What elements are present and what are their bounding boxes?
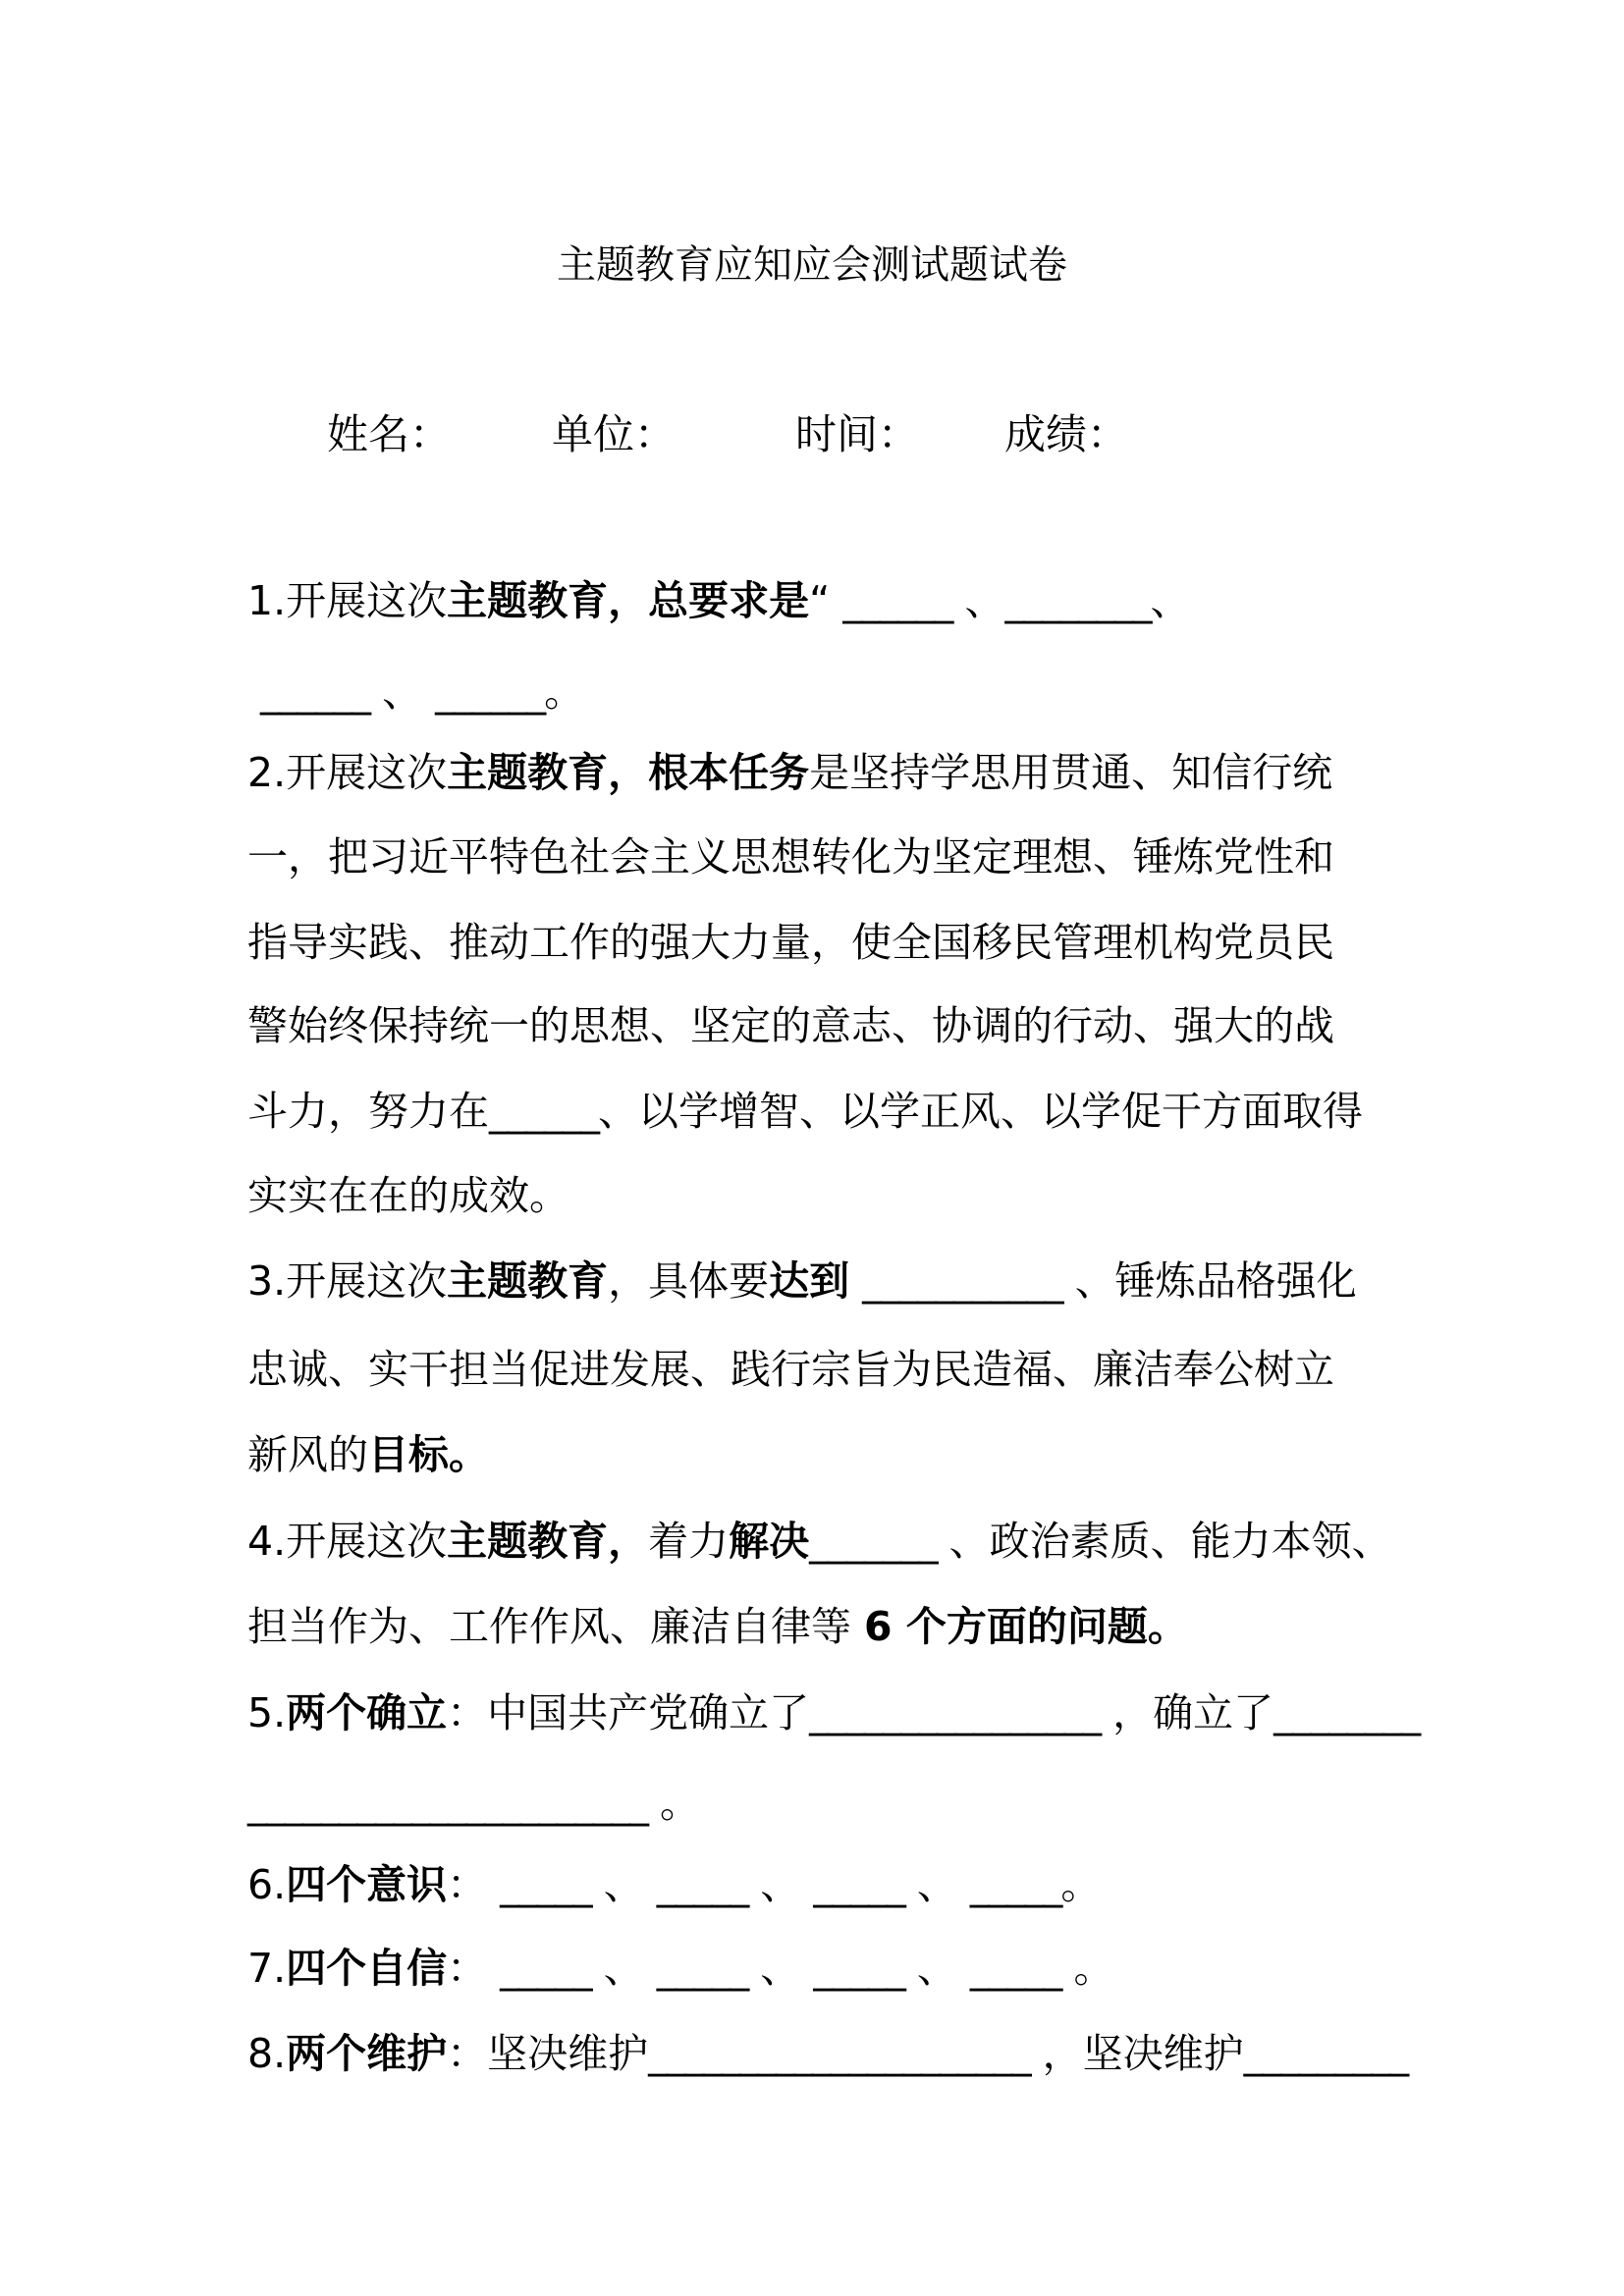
bold-text: 两个维护: [286, 2030, 448, 2077]
text-segment: 、政治素质、能力本领、: [936, 1518, 1392, 1565]
score-label: 成绩：: [1004, 410, 1129, 458]
text-segment: 5.: [247, 1689, 287, 1736]
text-segment: 、以学增智、以学正风、以学促干方面取得: [598, 1088, 1363, 1135]
text-segment: 指导实践、推动工作的强大力量，使全国移民管理机构党员民: [247, 919, 1334, 966]
text-segment: ：: [447, 1945, 501, 1992]
answer-blank[interactable]: _____: [813, 1945, 904, 1992]
answer-blank[interactable]: ______: [435, 668, 545, 716]
text-segment: 是坚持学思用贯通、知信行统: [809, 749, 1333, 796]
bold-text: 主题教育，: [447, 1518, 649, 1565]
answer-blank[interactable]: ______: [489, 1088, 598, 1135]
text-line: [247, 1512, 1392, 1571]
text-line: [247, 996, 1334, 1055]
text-segment: 。: [1060, 1861, 1102, 1908]
text-line: [247, 1939, 1113, 1998]
text-line: [247, 1774, 700, 1833]
text-segment: 、: [747, 1861, 814, 1908]
bold-text: 四个自信: [286, 1945, 448, 1992]
text-segment: 担当作为、工作作风、廉洁自律等: [247, 1603, 865, 1650]
text-segment: 7.: [247, 1945, 287, 1992]
answer-blank[interactable]: _____: [813, 1861, 904, 1908]
answer-blank[interactable]: ______: [260, 668, 370, 716]
text-line: [247, 1082, 1363, 1141]
answer-blank[interactable]: ___________: [862, 1257, 1062, 1305]
text-line: [247, 743, 1332, 802]
text-segment: 、: [747, 1945, 814, 1992]
bold-text: 两个确立: [286, 1689, 448, 1736]
text-line: [247, 663, 584, 721]
text-segment: 一，把习近平特色社会主义思想转化为坚定理想、锤炼党性和: [247, 833, 1334, 881]
text-segment: 、: [590, 1945, 657, 1992]
text-segment: 、: [951, 577, 1005, 624]
text-segment: ：中国共产党确立了: [447, 1689, 810, 1736]
text-line: [247, 1425, 489, 1484]
text-segment: 、: [903, 1945, 970, 1992]
answer-blank[interactable]: _____: [500, 1861, 591, 1908]
bold-text: 四个意识: [286, 1861, 448, 1908]
bold-text: 解决: [729, 1518, 810, 1565]
answer-blank[interactable]: ________________: [809, 1689, 1101, 1736]
text-segment: [247, 668, 260, 716]
text-segment: 、: [1150, 577, 1191, 624]
text-line: [247, 828, 1334, 886]
page-title: 主题教育应知应会测试题试卷: [557, 242, 1067, 288]
text-segment: 3.开展这次: [247, 1257, 448, 1305]
text-segment: ，坚决维护: [1029, 2030, 1244, 2077]
text-segment: 新风的: [247, 1431, 368, 1478]
answer-blank[interactable]: _____: [969, 1861, 1061, 1908]
text-segment: ，具体要: [608, 1257, 770, 1305]
answer-blank[interactable]: _____: [969, 1945, 1061, 1992]
answer-blank[interactable]: _____________________: [648, 2030, 1030, 2077]
text-line: [247, 1252, 1357, 1310]
text-line: [247, 2024, 1407, 2083]
answer-blank[interactable]: ________: [1004, 577, 1151, 624]
text-segment: 着力: [648, 1518, 730, 1565]
text-segment: 警始终保持统一的思想、坚定的意志、协调的行动、强大的战: [247, 1002, 1334, 1049]
text-line: [247, 1683, 1419, 1742]
text-line: [247, 913, 1334, 972]
text-segment: 、: [369, 668, 436, 716]
bold-text: 主题教育: [447, 1257, 609, 1305]
text-segment: 、: [903, 1861, 970, 1908]
text-segment: ：: [447, 1861, 501, 1908]
unit-label: 单位：: [552, 410, 677, 458]
bold-text: 达到: [769, 1257, 850, 1305]
text-segment: 。: [647, 1780, 701, 1827]
bold-text: 主题教育，根本任务: [447, 749, 810, 796]
text-segment: 、: [590, 1861, 657, 1908]
text-line: [247, 1597, 1188, 1656]
text-line: [247, 1166, 569, 1225]
text-segment: [849, 1257, 862, 1305]
text-segment: 4.开展这次: [247, 1518, 448, 1565]
text-segment: ：坚决维护: [447, 2030, 649, 2077]
name-label: 姓名：: [327, 410, 452, 458]
text-segment: 8.: [247, 2030, 287, 2077]
answer-blank[interactable]: _______: [809, 1518, 937, 1565]
answer-blank[interactable]: _____: [500, 1945, 591, 1992]
text-segment: ，确立了: [1100, 1689, 1274, 1736]
answer-blank[interactable]: _____: [656, 1861, 748, 1908]
text-line: [247, 571, 1190, 630]
text-segment: 1.开展这次: [247, 577, 448, 624]
text-segment: 忠诚、实干担当促进发展、践行宗旨为民造福、廉洁奉公树立: [247, 1346, 1334, 1393]
text-segment: 6.: [247, 1861, 287, 1908]
text-segment: 2.开展这次: [247, 749, 448, 796]
text-line: [247, 1340, 1334, 1399]
bold-text: 目标。: [368, 1431, 489, 1478]
text-segment: 实实在在的成效。: [247, 1172, 569, 1219]
time-label: 时间：: [795, 410, 920, 458]
answer-blank[interactable]: _________: [1243, 2030, 1408, 2077]
text-segment: “: [809, 577, 843, 624]
bold-text: 6 个方面的问题。: [864, 1603, 1188, 1650]
answer-blank[interactable]: ______: [842, 577, 952, 624]
answer-blank[interactable]: _____: [656, 1945, 748, 1992]
answer-blank[interactable]: ________: [1273, 1689, 1420, 1736]
bold-text: 主题教育，总要求是: [447, 577, 810, 624]
text-segment: 。: [544, 668, 585, 716]
answer-blank[interactable]: ______________________: [247, 1780, 647, 1827]
text-line: [247, 1855, 1101, 1914]
text-segment: 。: [1060, 1945, 1114, 1992]
text-segment: 斗力，努力在: [247, 1088, 489, 1135]
text-segment: 、锤炼品格强化: [1061, 1257, 1357, 1305]
